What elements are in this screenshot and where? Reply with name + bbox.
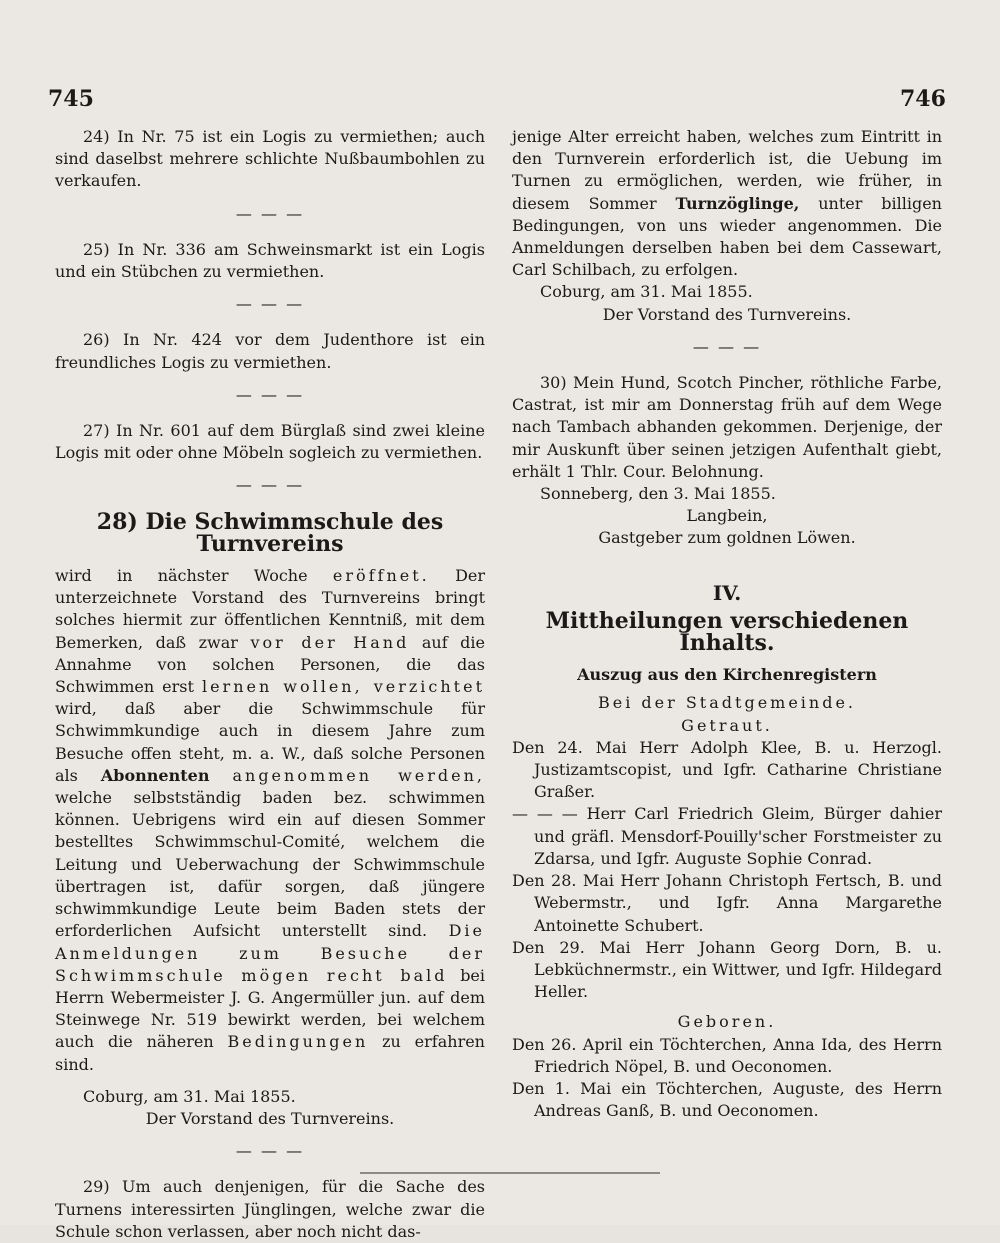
page-number-right: 746 bbox=[900, 86, 946, 112]
separator: — — — bbox=[692, 336, 762, 356]
marriage-entry: Den 29. Mai Herr Johann Georg Dorn, B. u. Lebküchnermstr., ein Wittwer, und Igfr. Hildegard Heller. bbox=[512, 937, 942, 1002]
ad-24: 24) In Nr. 75 ist ein Logis zu vermiethen; auch sind daselbst mehrere schlichte Nußbaumbohlen zu verkaufen. bbox=[55, 127, 485, 191]
born-heading: Geboren. bbox=[677, 1012, 777, 1032]
bottom-rule bbox=[360, 1172, 660, 1174]
page-number-left: 745 bbox=[48, 86, 94, 112]
right-column bbox=[512, 126, 942, 1122]
section-title: Mittheilungen verschiedenen Inhalts. bbox=[545, 607, 909, 657]
ad-28-title: 28) Die Schwimmschule des Turnvereins bbox=[96, 508, 444, 557]
separator: — — — bbox=[235, 384, 305, 404]
separator: — — — bbox=[235, 294, 305, 314]
ad-29-continued: jenige Alter erreicht haben, welches zum Eintritt in den Turnverein erforderlich ist, die Uebung im Turnen zu ermöglichen, werden, wie früher, in diesem Sommer Turnzöglinge, unter billigen Bedingungen, von uns wieder angenommen. Die Anmeldungen derselben haben bei dem Cassewart, Carl Schilbach, zu erfolgen. bbox=[512, 127, 942, 280]
separator: — — — bbox=[235, 203, 305, 223]
ad-30-role: Gastgeber zum goldnen Löwen. bbox=[598, 528, 856, 548]
marriage-entry: Den 24. Mai Herr Adolph Klee, B. u. Herzogl. Justizamtscopist, und Igfr. Catharine Christiane Graßer. bbox=[512, 737, 942, 802]
ad-28-body: wird in nächster Woche eröffnet. Der unterzeichnete Vorstand des Turnvereins bringt solches hiermit zur öffentlichen Kenntniß, mit dem Bemerken, daß zwar vor der Hand auf die Annahme von solchen Personen, die das Schwimmen erst lernen wollen, verzichtet wird, daß aber die Schwimmschule für Schwimmkundige auch in diesem Jahre zum Besuche offen steht, m. a. W., daß solche Personen als Abonnenten angenommen werden, welche selbstständig baden bez. schwimmen können. Uebrigens wird ein auf diesen Sommer bestelltes Schwimmschul-Comité, welchem die Leitung und Ueberwachung der Schwimmschule übertragen ist, dafür sorgen, daß jüngere schwimmkundige Leute beim Baden stets der erforderlichen Aufsicht unterstellt sind. Die Anmeldungen zum Besuche der Schwimmschule mögen recht bald bei Herrn Webermeister J. G. Angermüller jun. auf dem Steinwege Nr. 519 bewirkt werden, bei welchem auch die näheren Bedingungen zu erfahren sind. bbox=[55, 566, 486, 1074]
section-number: IV. bbox=[712, 580, 742, 605]
ad-29-signature: Der Vorstand des Turnvereins. bbox=[602, 304, 852, 324]
ad-30: 30) Mein Hund, Scotch Pincher, röthliche Farbe, Castrat, ist mir am Donnerstag früh auf dem Wege nach Tambach abhanden gekommen. Derjenige, der mir Auskunft über seinen jetzigen Aufenthalt giebt, erhält 1 Thlr. Cour. Belohnung. bbox=[512, 373, 942, 481]
congregation-heading: Bei der Stadtgemeinde. bbox=[597, 693, 857, 713]
birth-entry: Den 26. April ein Töchterchen, Anna Ida, des Herrn Friedrich Nöpel, B. und Oeconomen. bbox=[512, 1034, 942, 1076]
section-subtitle: Auszug aus den Kirchenregistern bbox=[577, 665, 877, 685]
ad-28-place-date: Coburg, am 31. Mai 1855. bbox=[83, 1086, 296, 1106]
ad-28-signature: Der Vorstand des Turnvereins. bbox=[145, 1108, 395, 1128]
left-column bbox=[55, 126, 485, 1243]
ad-29-place-date: Coburg, am 31. Mai 1855. bbox=[540, 282, 753, 302]
marriage-entry: Den 28. Mai Herr Johann Christoph Fertsch, B. und Webermstr., und Igfr. Anna Margarethe Antoinette Schubert. bbox=[512, 871, 942, 935]
birth-entry: Den 1. Mai ein Töchterchen, Auguste, des Herrn Andreas Ganß, B. und Oeconomen. bbox=[512, 1078, 942, 1121]
ad-26: 26) In Nr. 424 vor dem Judenthore ist ein freundliches Logis zu vermiethen. bbox=[55, 330, 485, 372]
ad-27: 27) In Nr. 601 auf dem Bürglaß sind zwei kleine Logis mit oder ohne Möbeln sogleich zu vermiethen. bbox=[55, 421, 485, 463]
married-heading: Getraut. bbox=[681, 715, 773, 735]
marriage-entry: — — — Herr Carl Friedrich Gleim, Bürger dahier und gräfl. Mensdorf-Pouilly'scher Forstmeister zu Zdarsa, und Igfr. Auguste Sophie Conrad. bbox=[512, 804, 942, 868]
ad-29: 29) Um auch denjenigen, für die Sache des Turnens interessirten Jünglingen, welche zwar die Schule schon verlassen, aber noch nicht das- bbox=[55, 1177, 485, 1241]
separator: — — — bbox=[235, 1141, 305, 1161]
ad-30-name: Langbein, bbox=[686, 506, 768, 526]
separator: — — — bbox=[235, 475, 305, 495]
ad-30-place-date: Sonneberg, den 3. Mai 1855. bbox=[540, 484, 776, 504]
ad-25: 25) In Nr. 336 am Schweinsmarkt ist ein Logis und ein Stübchen zu vermiethen. bbox=[55, 239, 485, 282]
